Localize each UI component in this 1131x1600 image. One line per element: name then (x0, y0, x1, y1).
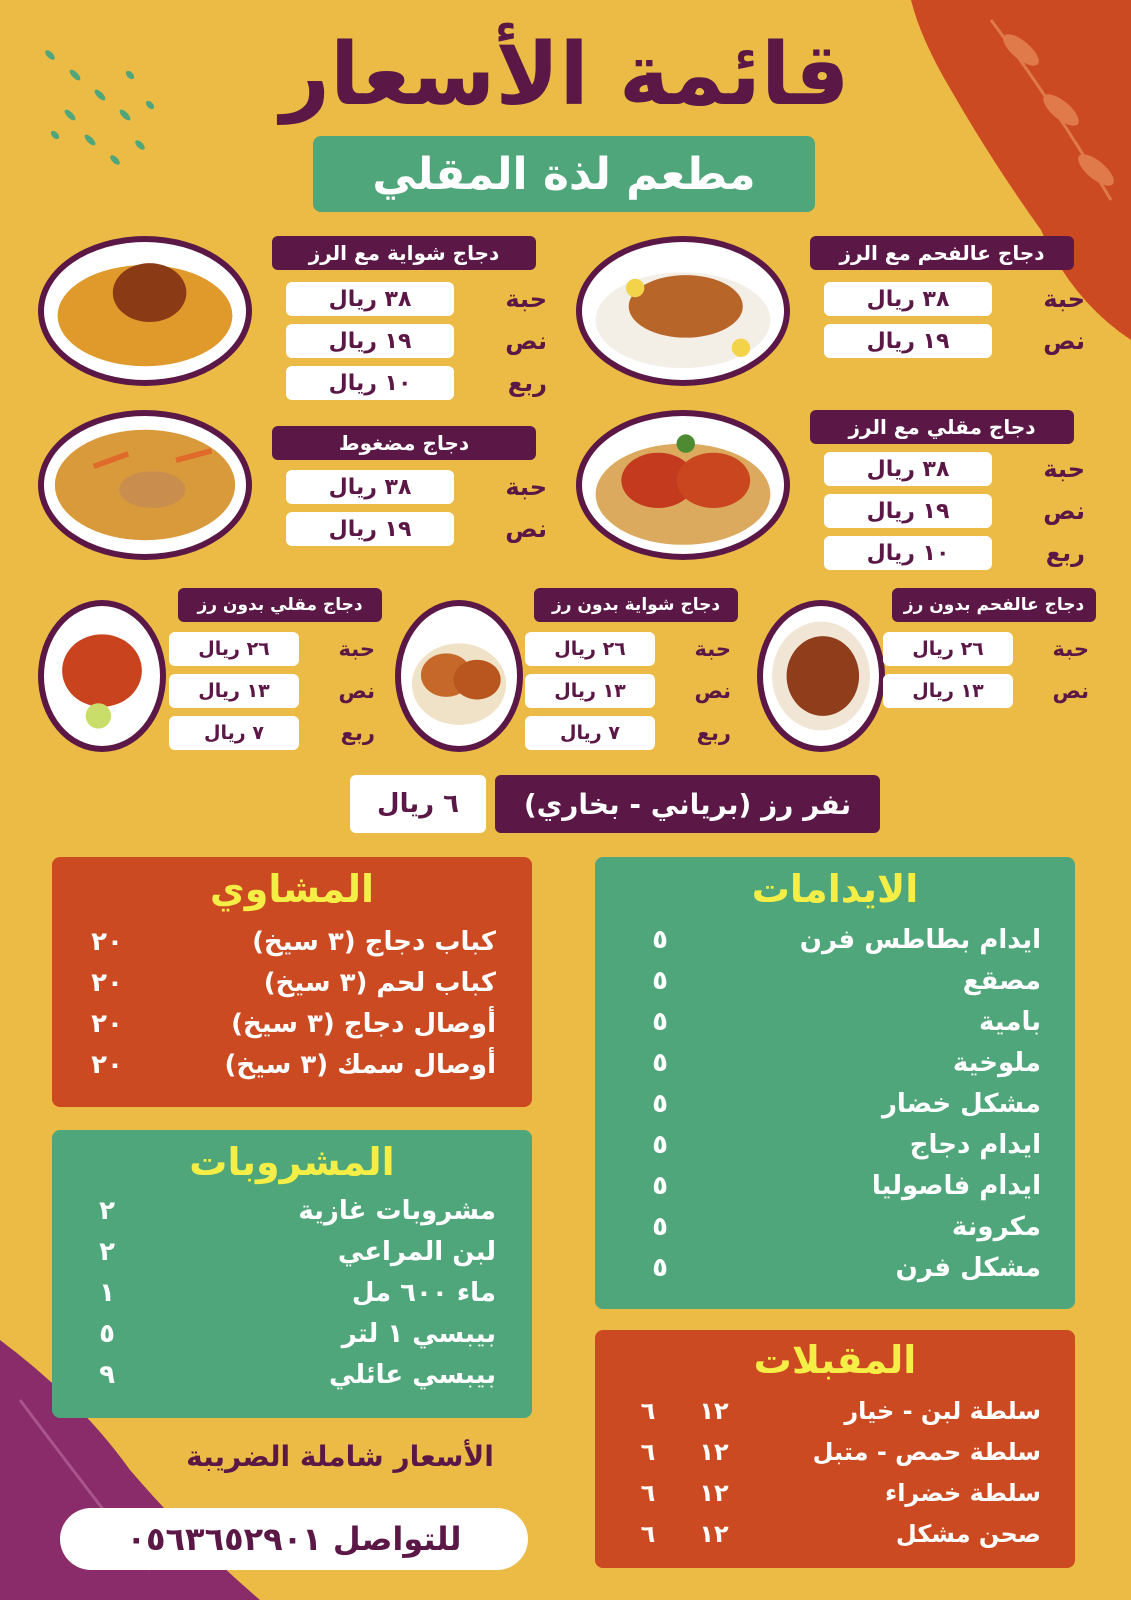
item-price: ٥ (652, 1129, 668, 1160)
dish-photo-madghout (38, 410, 252, 560)
item-name: كباب دجاج (٣ سيخ) (252, 926, 496, 957)
restaurant-name: مطعم لذة المقلي (372, 148, 756, 200)
sides-panel (595, 857, 1075, 1309)
item-price: ٥ (652, 1170, 668, 1201)
item-name: مصقع (962, 965, 1041, 996)
dish-photo-shawaya-rice (38, 236, 252, 386)
item-price: ٥ (652, 924, 668, 955)
size-label: حبة (1043, 455, 1085, 483)
dish-photo-fried-rice (576, 410, 790, 560)
list-item (615, 1001, 1041, 1042)
item-price: ٢٠ (91, 926, 123, 957)
item-price-small: ٦ (640, 1396, 656, 1425)
drinks-panel (52, 1130, 532, 1418)
size-label: حبة (505, 285, 547, 313)
price-row (286, 512, 547, 546)
price-row (824, 282, 1085, 316)
price-box: ١٩ ريال (824, 494, 992, 528)
size-label: حبة (694, 637, 731, 661)
starters-title: المقبلات (753, 1338, 917, 1382)
price-box: ١٠ ريال (286, 366, 454, 400)
tax-note: الأسعار شاملة الضريبة (186, 1440, 494, 1473)
list-item (72, 1190, 496, 1231)
price-row (286, 470, 547, 504)
size-label: نص (1043, 327, 1085, 355)
price-row (883, 632, 1089, 666)
size-label: نص (338, 679, 375, 703)
price-row (824, 324, 1085, 358)
price-box: ٧ ريال (525, 716, 655, 750)
item-name: بيبسي عائلي (328, 1359, 496, 1390)
item-name: بيبسي ١ لتر (341, 1318, 496, 1349)
item-price: ٩ (99, 1359, 115, 1390)
list-item (72, 1272, 496, 1313)
price-box: ١٩ ريال (824, 324, 992, 358)
size-label: نص (1052, 679, 1089, 703)
list-item (615, 1206, 1041, 1247)
dish-photo-coal-norice (757, 600, 885, 752)
item-name: ايدام دجاج (909, 1129, 1041, 1160)
list-item (72, 1231, 496, 1272)
price-row (824, 494, 1085, 528)
price-row (525, 632, 731, 666)
price-row (286, 366, 547, 400)
item-price: ٢ (99, 1195, 115, 1226)
sides-list (595, 919, 1075, 1288)
item-name: سلطة حمص - متبل (812, 1437, 1041, 1466)
page-title: قائمة الأسعار (280, 25, 850, 125)
item-name: سلطة لبن - خيار (844, 1396, 1041, 1425)
price-row (169, 674, 375, 708)
dish-title-coal-rice: دجاج عالفحم مع الرز (810, 236, 1074, 270)
size-label: ربع (340, 721, 375, 745)
item-price-small: ٦ (640, 1519, 656, 1548)
size-label: نص (505, 327, 547, 355)
rice-label: نفر رز (برياني - بخاري) (495, 775, 880, 833)
rice-price: ٦ ريال (350, 775, 486, 833)
price-box: ٧ ريال (169, 716, 299, 750)
price-box: ٣٨ ريال (286, 470, 454, 504)
sides-title: الايدامات (751, 867, 919, 911)
item-name: أوصال سمك (٣ سيخ) (224, 1049, 496, 1080)
drinks-list (52, 1190, 532, 1395)
price-box: ٢٦ ريال (525, 632, 655, 666)
item-name: مشروبات غازية (298, 1195, 496, 1226)
price-row (286, 282, 547, 316)
item-price: ٥ (652, 965, 668, 996)
starters-list (595, 1390, 1075, 1554)
price-box: ٣٨ ريال (286, 282, 454, 316)
size-label: حبة (338, 637, 375, 661)
list-item (615, 1247, 1041, 1288)
price-box: ١٣ ريال (169, 674, 299, 708)
list-item (615, 1513, 1041, 1554)
size-label: ربع (507, 369, 547, 397)
dish-title-shawaya-norice: دجاج شواية بدون رز (534, 588, 738, 622)
list-item (615, 1083, 1041, 1124)
dish-title-fried-rice: دجاج مقلي مع الرز (810, 410, 1074, 444)
list-item (72, 921, 496, 962)
item-price: ٥ (652, 1252, 668, 1283)
item-price: ٢٠ (91, 967, 123, 998)
item-price-large: ١٢ (699, 1437, 729, 1466)
price-row (525, 716, 731, 750)
price-box: ١٩ ريال (286, 324, 454, 358)
item-price-small: ٦ (640, 1437, 656, 1466)
contact-phone: للتواصل ٠٥٦٣٦٥٢٩٠١ (126, 1520, 462, 1558)
price-box: ٢٦ ريال (883, 632, 1013, 666)
grills-list (52, 921, 532, 1085)
dish-title-fried-norice: دجاج مقلي بدون رز (178, 588, 382, 622)
list-item (72, 1354, 496, 1395)
restaurant-banner (313, 136, 815, 212)
item-name: بامية (978, 1006, 1041, 1037)
item-name: أوصال دجاج (٣ سيخ) (231, 1008, 496, 1039)
price-row (824, 452, 1085, 486)
price-box: ١٩ ريال (286, 512, 454, 546)
grills-panel (52, 857, 532, 1107)
item-name: ماء ٦٠٠ مل (351, 1277, 496, 1308)
size-label: نص (505, 515, 547, 543)
size-label: حبة (1043, 285, 1085, 313)
price-box: ٣٨ ريال (824, 282, 992, 316)
size-label: ربع (696, 721, 731, 745)
item-name: مكرونة (951, 1211, 1041, 1242)
list-item (615, 1431, 1041, 1472)
item-name: مشكل خضار (881, 1088, 1041, 1119)
list-item (615, 919, 1041, 960)
size-label: نص (1043, 497, 1085, 525)
item-name: صحن مشكل (895, 1519, 1041, 1548)
item-price: ٢٠ (91, 1049, 123, 1080)
item-name: ايدام فاصوليا (871, 1170, 1041, 1201)
item-name: ايدام بطاطس فرن (799, 924, 1041, 955)
list-item (72, 1003, 496, 1044)
dish-photo-coal-rice (576, 236, 790, 386)
dish-title-coal-norice: دجاج عالفحم بدون رز (892, 588, 1096, 622)
item-price: ٥ (652, 1047, 668, 1078)
list-item (615, 1165, 1041, 1206)
price-row (286, 324, 547, 358)
item-price: ٢ (99, 1236, 115, 1267)
price-row (525, 674, 731, 708)
price-box: ١٣ ريال (883, 674, 1013, 708)
size-label: نص (694, 679, 731, 703)
price-box: ١٠ ريال (824, 536, 992, 570)
price-box: ٣٨ ريال (824, 452, 992, 486)
list-item (615, 1472, 1041, 1513)
size-label: ربع (1045, 539, 1085, 567)
price-row (169, 716, 375, 750)
list-item (615, 1042, 1041, 1083)
item-price: ٥ (652, 1211, 668, 1242)
price-row (883, 674, 1089, 708)
item-price-large: ١٢ (699, 1478, 729, 1507)
dish-title-madghout: دجاج مضغوط (272, 426, 536, 460)
item-price-large: ١٢ (699, 1396, 729, 1425)
drinks-title: المشروبات (189, 1140, 395, 1184)
dish-photo-fried-norice (38, 600, 166, 752)
contact-box (60, 1508, 528, 1570)
item-price: ٢٠ (91, 1008, 123, 1039)
list-item (615, 1124, 1041, 1165)
starters-panel (595, 1330, 1075, 1568)
item-name: سلطة خضراء (884, 1478, 1041, 1507)
size-label: حبة (1052, 637, 1089, 661)
dish-title-shawaya-rice: دجاج شواية مع الرز (272, 236, 536, 270)
price-box: ١٣ ريال (525, 674, 655, 708)
list-item (72, 1313, 496, 1354)
price-box: ٢٦ ريال (169, 632, 299, 666)
item-name: كباب لحم (٣ سيخ) (263, 967, 496, 998)
list-item (615, 960, 1041, 1001)
list-item (615, 1390, 1041, 1431)
size-label: حبة (505, 473, 547, 501)
price-row (169, 632, 375, 666)
grills-title: المشاوي (209, 867, 375, 911)
item-name: ملوخية (952, 1047, 1041, 1078)
dots-decoration (30, 15, 170, 175)
dish-photo-shawaya-norice (395, 600, 523, 752)
price-row (824, 536, 1085, 570)
item-name: مشكل فرن (895, 1252, 1041, 1283)
item-price: ٥ (99, 1318, 115, 1349)
item-price: ١ (99, 1277, 115, 1308)
list-item (72, 962, 496, 1003)
item-price: ٥ (652, 1006, 668, 1037)
list-item (72, 1044, 496, 1085)
item-name: لبن المراعي (337, 1236, 496, 1267)
item-price-small: ٦ (640, 1478, 656, 1507)
item-price: ٥ (652, 1088, 668, 1119)
item-price-large: ١٢ (699, 1519, 729, 1548)
